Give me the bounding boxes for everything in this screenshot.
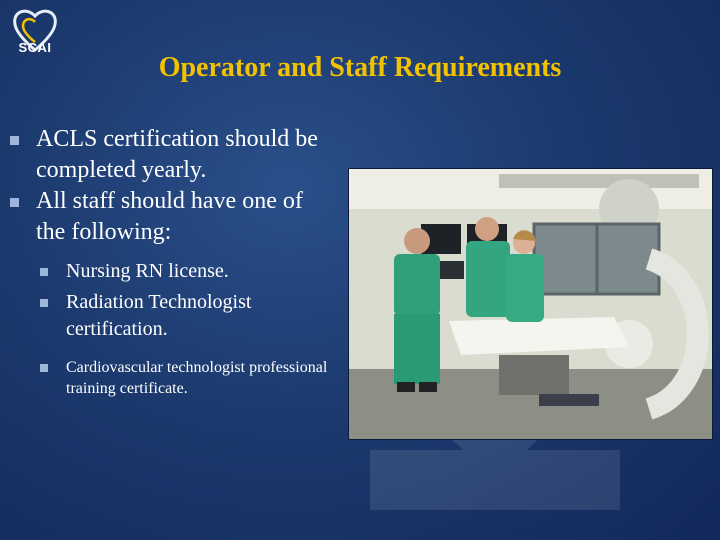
logo-text: SCAI <box>18 40 52 55</box>
sub-bullet-list <box>40 258 330 399</box>
cath-lab-staff-photo <box>348 168 713 440</box>
bullet-item <box>10 186 330 248</box>
bullet-square-icon <box>40 299 48 307</box>
sub-bullet-item <box>40 357 330 399</box>
bullet-item <box>10 124 330 186</box>
sub-bullet-text: Cardiovascular technologist professional training certificate. <box>66 359 328 397</box>
slide-title: Operator and Staff Requirements <box>158 52 562 83</box>
bullet-square-icon <box>40 268 48 276</box>
bullet-square-icon <box>40 364 48 372</box>
bullet-text: All staff should have one of the following: <box>36 188 303 245</box>
bullet-square-icon <box>10 136 19 145</box>
sub-bullet-text: Radiation Technologist certification. <box>66 291 252 340</box>
bullet-text: ACLS certification should be completed yearly. <box>36 126 318 183</box>
sub-bullet-item <box>40 258 330 285</box>
sub-bullet-text: Nursing RN license. <box>66 260 229 282</box>
bullet-list <box>10 124 330 399</box>
sub-bullet-item <box>40 289 330 343</box>
bullet-square-icon <box>10 198 19 207</box>
